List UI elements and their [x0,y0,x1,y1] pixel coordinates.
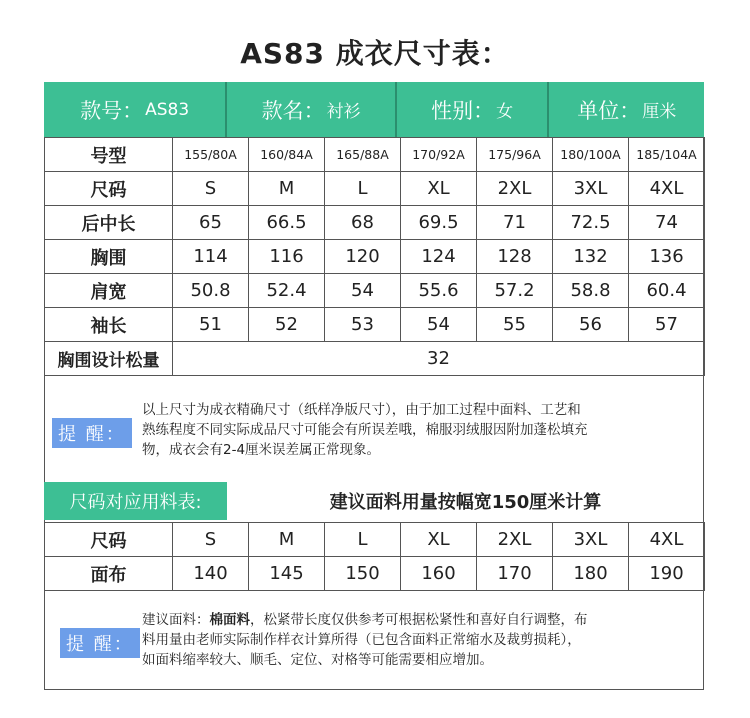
row-label: 号型 [45,138,173,172]
table-row [45,523,705,557]
table-cell: 54 [401,308,477,342]
table-cell: 3XL [553,523,629,557]
table-cell: 145 [249,557,325,591]
note2-tag: 提 醒： [60,628,140,658]
table-cell: 124 [401,240,477,274]
note2-prefix: 建议面料： [142,612,210,628]
ease-value: 32 [173,342,705,376]
note1-line: 物，成衣会有2-4厘米误差属正常现象。 [142,442,381,458]
note1-line: 以上尺寸为成衣精确尺寸（纸样净版尺寸），由于加工过程中面料、工艺和 [142,402,581,418]
table-cell: 55.6 [401,274,477,308]
fabric-table [44,522,705,591]
table-cell: XL [401,523,477,557]
table-cell: 55 [477,308,553,342]
header-band [44,82,704,137]
table-row [45,240,705,274]
row-label: 面布 [45,557,173,591]
note1-tag: 提 醒： [52,418,132,448]
note1-line: 熟练程度不同实际成品尺寸可能会有所误差哦，棉服羽绒服因附加蓬松填充 [142,422,588,438]
table-cell: 160 [401,557,477,591]
note2-line: 如面料缩率较大、顺毛、定位、对格等可能需要相应增加。 [142,652,493,668]
table-cell: L [325,172,401,206]
table-row [45,138,705,172]
row-label: 尺码 [45,523,173,557]
note2-fabric: 棉面料 [209,612,250,628]
note2-text [142,610,698,670]
table-cell: 52.4 [249,274,325,308]
table-cell: 120 [325,240,401,274]
table-row [45,557,705,591]
fabric-section-label: 尺码对应用料表: [44,482,227,520]
table-cell: 60.4 [629,274,705,308]
note1-text [142,400,698,460]
table-cell: 53 [325,308,401,342]
table-cell: 170/92A [401,138,477,172]
table-cell: M [249,523,325,557]
table-cell: 74 [629,206,705,240]
note2-rest: ，松紧带长度仅供参考可根据松紧性和喜好自行调整，布 [250,612,588,628]
table-cell: S [173,172,249,206]
row-label: 胸围 [45,240,173,274]
table-row [45,206,705,240]
ease-label: 胸围设计松量 [45,342,173,376]
table-cell: 52 [249,308,325,342]
table-cell: 132 [553,240,629,274]
note2-line: 料用量由老师实际制作样衣计算所得（已包含面料正常缩水及裁剪损耗）， [142,632,581,648]
table-cell: 3XL [553,172,629,206]
fabric-width-note: 建议面料用量按幅宽150厘米计算 [329,492,602,513]
model-value: AS83 [145,99,190,120]
table-cell: 2XL [477,172,553,206]
table-cell: 72.5 [553,206,629,240]
table-cell: 56 [553,308,629,342]
unit-label: 单位： [577,98,641,123]
table-cell: S [173,523,249,557]
table-row [45,172,705,206]
unit-value: 厘米 [642,102,677,122]
unit-cell [547,82,704,137]
table-row [45,274,705,308]
table-cell: 66.5 [249,206,325,240]
table-cell: 136 [629,240,705,274]
table-cell: 51 [173,308,249,342]
table-cell: 150 [325,557,401,591]
table-cell: 4XL [629,172,705,206]
fabric-section-header [44,482,704,520]
table-cell: 116 [249,240,325,274]
table-cell: 57 [629,308,705,342]
table-cell: 65 [173,206,249,240]
row-label: 尺码 [45,172,173,206]
table-cell: 58.8 [553,274,629,308]
row-label: 袖长 [45,308,173,342]
name-value: 衬衫 [326,102,361,122]
table-cell: 185/104A [629,138,705,172]
model-cell [44,82,225,137]
table-cell: 155/80A [173,138,249,172]
name-cell [225,82,394,137]
table-cell: L [325,523,401,557]
table-cell: XL [401,172,477,206]
table-cell: 180 [553,557,629,591]
gender-label: 性别： [431,98,495,123]
table-row [45,308,705,342]
gender-cell [395,82,548,137]
row-label: 肩宽 [45,274,173,308]
table-cell: 69.5 [401,206,477,240]
table-cell: 114 [173,240,249,274]
gender-value: 女 [496,102,514,122]
table-cell: 170 [477,557,553,591]
table-cell: 140 [173,557,249,591]
table-cell: 50.8 [173,274,249,308]
table-cell: 54 [325,274,401,308]
table-cell: 180/100A [553,138,629,172]
table-cell: 2XL [477,523,553,557]
table-cell: 160/84A [249,138,325,172]
table-cell: 190 [629,557,705,591]
page-title: AS83 成衣尺寸表： [240,37,510,70]
table-cell: 128 [477,240,553,274]
table-cell: 57.2 [477,274,553,308]
name-label: 款名： [261,98,325,123]
model-label: 款号： [80,98,144,123]
row-label: 后中长 [45,206,173,240]
table-cell: 4XL [629,523,705,557]
table-cell: M [249,172,325,206]
table-cell: 165/88A [325,138,401,172]
size-table [44,137,705,376]
table-cell: 175/96A [477,138,553,172]
ease-row [45,342,705,376]
table-cell: 71 [477,206,553,240]
table-cell: 68 [325,206,401,240]
